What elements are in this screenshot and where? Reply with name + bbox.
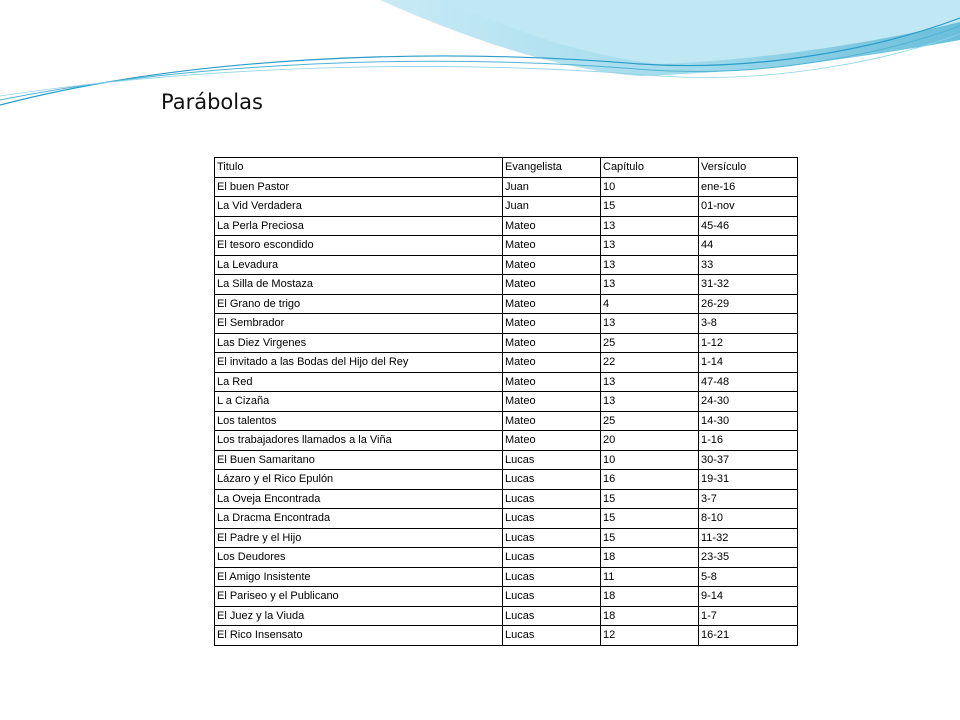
cell-evangelista: Mateo — [503, 392, 601, 412]
cell-versiculo: 8-10 — [699, 509, 798, 529]
cell-capitulo: 13 — [601, 372, 699, 392]
cell-evangelista: Mateo — [503, 216, 601, 236]
cell-capitulo: 25 — [601, 333, 699, 353]
column-header-capitulo: Capítulo — [601, 158, 699, 178]
cell-titulo: El Grano de trigo — [215, 294, 503, 314]
table-row — [215, 489, 798, 509]
cell-versiculo: ene-16 — [699, 177, 798, 197]
cell-versiculo: 1-14 — [699, 353, 798, 373]
cell-titulo: Los trabajadores llamados a la Viña — [215, 431, 503, 451]
cell-versiculo: 5-8 — [699, 567, 798, 587]
cell-versiculo: 24-30 — [699, 392, 798, 412]
table-row — [215, 236, 798, 256]
table-row — [215, 372, 798, 392]
table-row — [215, 353, 798, 373]
cell-evangelista: Lucas — [503, 548, 601, 568]
cell-titulo: La Dracma Encontrada — [215, 509, 503, 529]
header-wave-decoration — [0, 0, 960, 120]
cell-evangelista: Mateo — [503, 314, 601, 334]
cell-versiculo: 30-37 — [699, 450, 798, 470]
cell-versiculo: 23-35 — [699, 548, 798, 568]
cell-versiculo: 1-7 — [699, 606, 798, 626]
table-row — [215, 470, 798, 490]
cell-evangelista: Mateo — [503, 294, 601, 314]
cell-evangelista: Juan — [503, 197, 601, 217]
cell-titulo: La Levadura — [215, 255, 503, 275]
cell-capitulo: 12 — [601, 626, 699, 646]
cell-capitulo: 16 — [601, 470, 699, 490]
cell-versiculo: 1-16 — [699, 431, 798, 451]
cell-titulo: Lázaro y el Rico Epulón — [215, 470, 503, 490]
cell-titulo: El invitado a las Bodas del Hijo del Rey — [215, 353, 503, 373]
table-row — [215, 567, 798, 587]
cell-evangelista: Mateo — [503, 353, 601, 373]
cell-capitulo: 13 — [601, 216, 699, 236]
table-row — [215, 216, 798, 236]
cell-titulo: El Rico Insensato — [215, 626, 503, 646]
table-row — [215, 275, 798, 295]
cell-capitulo: 13 — [601, 314, 699, 334]
cell-evangelista: Lucas — [503, 626, 601, 646]
cell-versiculo: 33 — [699, 255, 798, 275]
cell-titulo: El Amigo Insistente — [215, 567, 503, 587]
cell-titulo: El tesoro escondido — [215, 236, 503, 256]
cell-evangelista: Mateo — [503, 372, 601, 392]
cell-evangelista: Mateo — [503, 411, 601, 431]
cell-versiculo: 19-31 — [699, 470, 798, 490]
cell-capitulo: 25 — [601, 411, 699, 431]
cell-evangelista: Lucas — [503, 470, 601, 490]
table-row — [215, 548, 798, 568]
column-header-evangelista: Evangelista — [503, 158, 601, 178]
table-row — [215, 197, 798, 217]
cell-capitulo: 4 — [601, 294, 699, 314]
cell-titulo: El Padre y el Hijo — [215, 528, 503, 548]
cell-titulo: Las Diez Virgenes — [215, 333, 503, 353]
cell-capitulo: 20 — [601, 431, 699, 451]
cell-capitulo: 10 — [601, 177, 699, 197]
cell-titulo: La Perla Preciosa — [215, 216, 503, 236]
column-header-titulo: Titulo — [215, 158, 503, 178]
column-header-versiculo: Versículo — [699, 158, 798, 178]
cell-versiculo: 1-12 — [699, 333, 798, 353]
cell-capitulo: 13 — [601, 392, 699, 412]
table-row — [215, 177, 798, 197]
cell-versiculo: 01-nov — [699, 197, 798, 217]
cell-titulo: El Sembrador — [215, 314, 503, 334]
cell-capitulo: 13 — [601, 255, 699, 275]
cell-capitulo: 15 — [601, 489, 699, 509]
table-row — [215, 509, 798, 529]
cell-capitulo: 15 — [601, 528, 699, 548]
cell-versiculo: 11-32 — [699, 528, 798, 548]
cell-versiculo: 16-21 — [699, 626, 798, 646]
table-row — [215, 255, 798, 275]
cell-versiculo: 47-48 — [699, 372, 798, 392]
cell-versiculo: 3-7 — [699, 489, 798, 509]
cell-evangelista: Lucas — [503, 509, 601, 529]
table-header-row — [215, 158, 798, 178]
cell-versiculo: 14-30 — [699, 411, 798, 431]
cell-evangelista: Lucas — [503, 528, 601, 548]
cell-capitulo: 18 — [601, 587, 699, 607]
cell-titulo: La Vid Verdadera — [215, 197, 503, 217]
cell-titulo: El buen Pastor — [215, 177, 503, 197]
cell-titulo: L a Cizaña — [215, 392, 503, 412]
cell-versiculo: 31-32 — [699, 275, 798, 295]
cell-versiculo: 26-29 — [699, 294, 798, 314]
cell-capitulo: 10 — [601, 450, 699, 470]
cell-capitulo: 15 — [601, 197, 699, 217]
cell-versiculo: 45-46 — [699, 216, 798, 236]
cell-evangelista: Lucas — [503, 606, 601, 626]
cell-evangelista: Lucas — [503, 567, 601, 587]
cell-titulo: Los talentos — [215, 411, 503, 431]
cell-evangelista: Mateo — [503, 236, 601, 256]
cell-evangelista: Juan — [503, 177, 601, 197]
table-row — [215, 431, 798, 451]
cell-evangelista: Mateo — [503, 333, 601, 353]
cell-capitulo: 13 — [601, 236, 699, 256]
cell-evangelista: Lucas — [503, 489, 601, 509]
table-row — [215, 587, 798, 607]
table-row — [215, 450, 798, 470]
cell-evangelista: Lucas — [503, 587, 601, 607]
cell-titulo: El Pariseo y el Publicano — [215, 587, 503, 607]
cell-capitulo: 22 — [601, 353, 699, 373]
cell-titulo: El Buen Samaritano — [215, 450, 503, 470]
cell-versiculo: 3-8 — [699, 314, 798, 334]
page-title: Parábolas — [161, 90, 263, 114]
cell-capitulo: 18 — [601, 606, 699, 626]
cell-capitulo: 11 — [601, 567, 699, 587]
table-row — [215, 626, 798, 646]
cell-titulo: El Juez y la Viuda — [215, 606, 503, 626]
table-row — [215, 528, 798, 548]
cell-evangelista: Mateo — [503, 255, 601, 275]
cell-capitulo: 13 — [601, 275, 699, 295]
cell-titulo: La Silla de Mostaza — [215, 275, 503, 295]
parables-table — [214, 157, 798, 646]
cell-titulo: Los Deudores — [215, 548, 503, 568]
table-row — [215, 606, 798, 626]
cell-titulo: La Oveja Encontrada — [215, 489, 503, 509]
cell-versiculo: 44 — [699, 236, 798, 256]
cell-evangelista: Mateo — [503, 431, 601, 451]
table-row — [215, 294, 798, 314]
cell-versiculo: 9-14 — [699, 587, 798, 607]
cell-titulo: La Red — [215, 372, 503, 392]
cell-capitulo: 18 — [601, 548, 699, 568]
cell-evangelista: Mateo — [503, 275, 601, 295]
table-row — [215, 392, 798, 412]
table-row — [215, 411, 798, 431]
cell-capitulo: 15 — [601, 509, 699, 529]
table-row — [215, 333, 798, 353]
cell-evangelista: Lucas — [503, 450, 601, 470]
table-row — [215, 314, 798, 334]
